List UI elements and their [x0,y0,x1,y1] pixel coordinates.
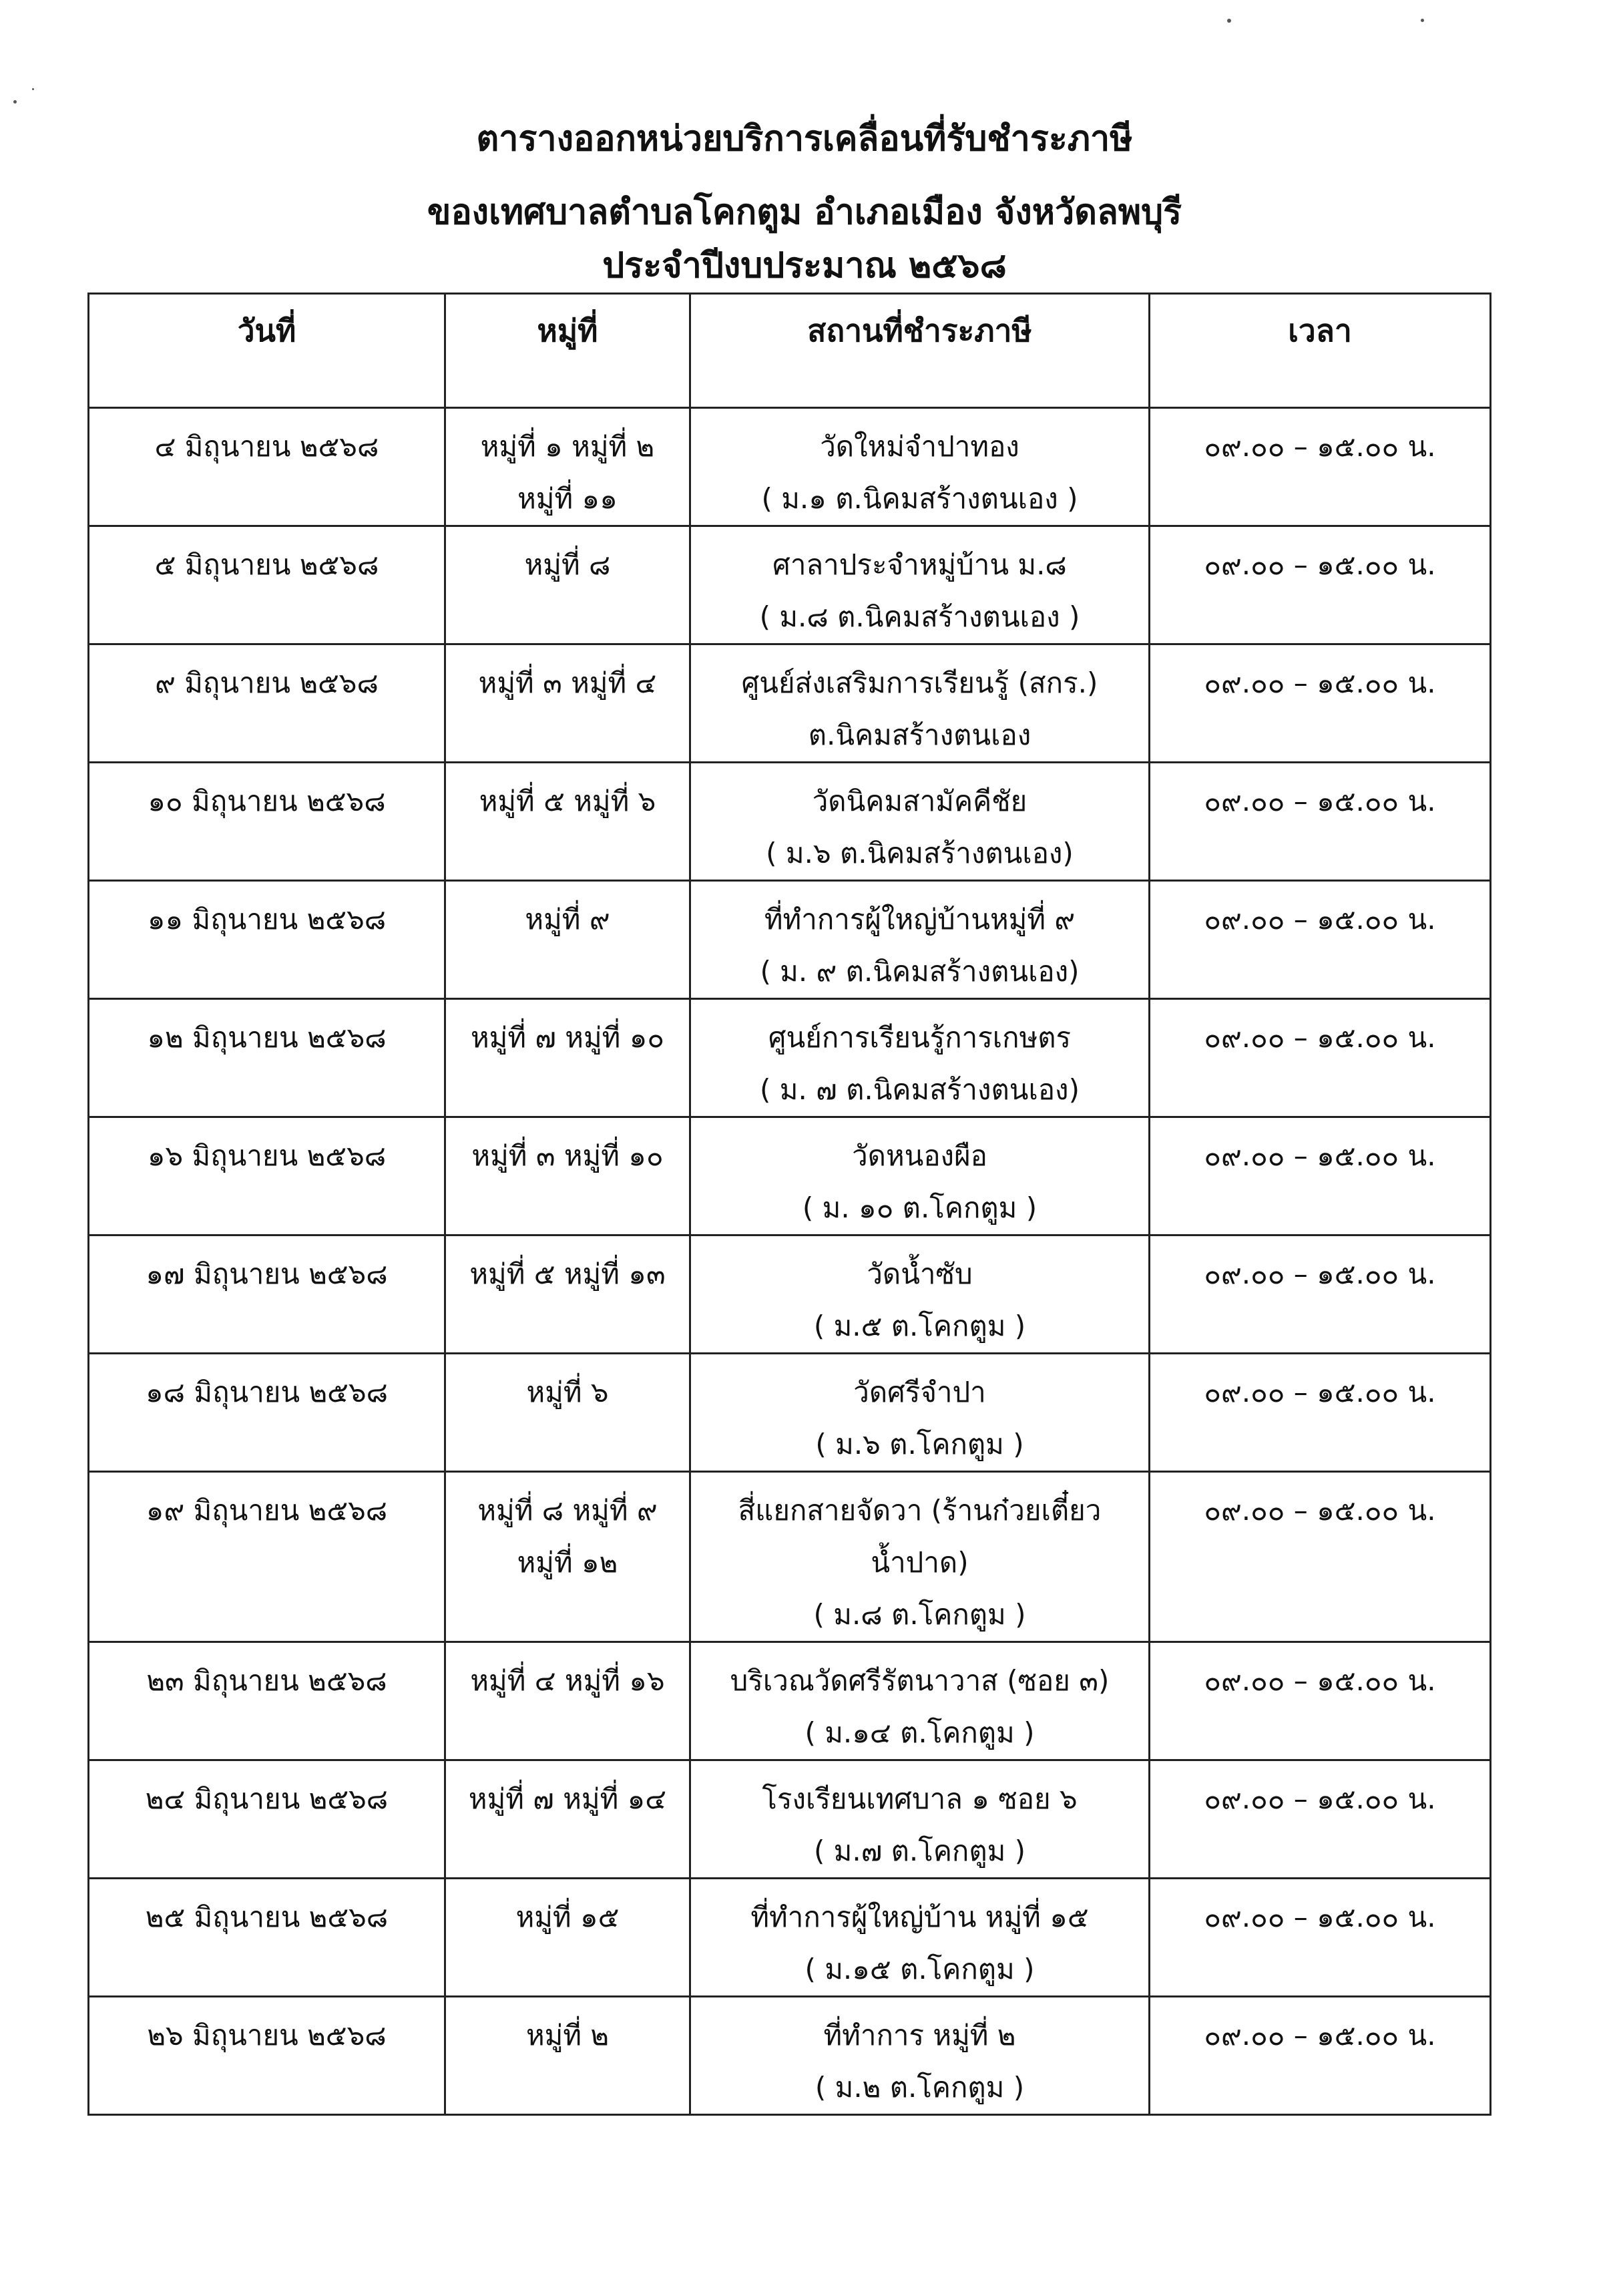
date-cell: ๑๘ มิถุนายน ๒๕๖๘ [89,1354,445,1472]
place-cell [690,1235,1150,1354]
place-cell [690,1760,1150,1879]
village-line: หมู่ที่ ๕ หมู่ที่ ๖ [479,785,656,817]
place-location: ( ม.๒ ต.โคกตูม ) [815,2071,1025,2104]
village-line: หมู่ที่ ๑ หมู่ที่ ๒ [480,430,655,463]
village-cell [445,763,690,881]
village-cell [445,1760,690,1879]
place-location: ต.นิคมสร้างตนเอง [808,719,1031,751]
table-row [89,1117,1491,1235]
place-name: ที่ทำการผู้ใหญ่บ้าน หมู่ที่ ๑๕ [750,1901,1089,1933]
document-subtitle: ของเทศบาลตำบลโคกตูม อำเภอเมือง จังหวัดลพบุรี [427,192,1182,232]
header-time: เวลา [1150,294,1491,408]
place-location: ( ม. ๗ ต.นิคมสร้างตนเอง) [760,1073,1080,1106]
time-cell: ๐๙.๐๐ – ๑๕.๐๐ น. [1150,644,1491,763]
village-line: หมู่ที่ ๘ [524,548,611,581]
place-cell [690,999,1150,1117]
header-place: สถานที่ชำระภาษี [690,294,1150,408]
place-location: ( ม.๕ ต.โคกตูม ) [813,1310,1026,1342]
date-cell: ๔ มิถุนายน ๒๕๖๘ [89,408,445,526]
village-cell [445,1879,690,1997]
place-cell [690,408,1150,526]
table-row [89,526,1491,644]
place-name: ศาลาประจำหมู่บ้าน ม.๘ [772,548,1067,581]
date-cell: ๑๒ มิถุนายน ๒๕๖๘ [89,999,445,1117]
date-cell: ๑๙ มิถุนายน ๒๕๖๘ [89,1472,445,1642]
place-location: ( ม.๖ ต.นิคมสร้างตนเอง) [766,837,1074,870]
village-cell [445,1235,690,1354]
place-name: ที่ทำการผู้ใหญ่บ้านหมู่ที่ ๙ [764,903,1076,936]
table-header-row [89,294,1491,408]
place-name: โรงเรียนเทศบาล ๑ ซอย ๖ [762,1782,1078,1815]
place-cell [690,1472,1150,1642]
place-cell [690,881,1150,999]
document-title: ตารางออกหน่วยบริการเคลื่อนที่รับชำระภาษี [476,119,1133,159]
village-line: หมู่ที่ ๗ หมู่ที่ ๑๐ [470,1021,665,1054]
place-location: ( ม.๗ ต.โคกตูม ) [813,1835,1026,1867]
table-row [89,763,1491,881]
time-cell: ๐๙.๐๐ – ๑๕.๐๐ น. [1150,526,1491,644]
place-cell [690,526,1150,644]
village-cell [445,408,690,526]
time-cell: ๐๙.๐๐ – ๑๕.๐๐ น. [1150,763,1491,881]
time-cell: ๐๙.๐๐ – ๑๕.๐๐ น. [1150,408,1491,526]
header-village: หมู่ที่ [445,294,690,408]
place-cell [690,644,1150,763]
place-cell [690,1879,1150,1997]
village-cell [445,881,690,999]
place-location: ( ม.๑ ต.นิคมสร้างตนเอง ) [761,482,1078,515]
time-cell: ๐๙.๐๐ – ๑๕.๐๐ น. [1150,1472,1491,1642]
village-cell [445,526,690,644]
place-location: ( ม.๘ ต.โคกตูม ) [813,1598,1026,1631]
village-cell [445,1472,690,1642]
place-location: ( ม.๑๕ ต.โคกตูม ) [804,1953,1035,1985]
village-line: หมู่ที่ ๔ หมู่ที่ ๑๖ [470,1664,665,1697]
scan-speck [13,100,17,104]
village-cell [445,999,690,1117]
place-cell [690,763,1150,881]
place-location: ( ม.๘ ต.นิคมสร้างตนเอง ) [759,600,1080,633]
date-cell: ๕ มิถุนายน ๒๕๖๘ [89,526,445,644]
table-row [89,1760,1491,1879]
village-line: หมู่ที่ ๑๑ [517,482,618,515]
village-line: หมู่ที่ ๘ หมู่ที่ ๙ [477,1494,658,1527]
table-row [89,1642,1491,1760]
place-name: วัดน้ำซับ [867,1258,973,1290]
table-row [89,999,1491,1117]
date-cell: ๒๓ มิถุนายน ๒๕๖๘ [89,1642,445,1760]
village-line: หมู่ที่ ๒ [525,2019,610,2052]
village-cell [445,1117,690,1235]
date-cell: ๑๑ มิถุนายน ๒๕๖๘ [89,881,445,999]
date-cell: ๑๖ มิถุนายน ๒๕๖๘ [89,1117,445,1235]
place-name: ศูนย์การเรียนรู้การเกษตร [768,1021,1072,1054]
scan-speck [1421,19,1424,22]
place-name: ที่ทำการ หมู่ที่ ๒ [823,2019,1016,2052]
place-cell [690,1642,1150,1760]
table-row [89,881,1491,999]
table-row [89,408,1491,526]
time-cell: ๐๙.๐๐ – ๑๕.๐๐ น. [1150,1642,1491,1760]
place-cell [690,1354,1150,1472]
village-line: หมู่ที่ ๕ หมู่ที่ ๑๓ [469,1258,666,1290]
header-date: วันที่ [89,294,445,408]
place-location: ( ม. ๑๐ ต.โคกตูม ) [802,1191,1038,1224]
table-row [89,1472,1491,1642]
scan-speck [1227,19,1231,23]
village-line: หมู่ที่ ๗ หมู่ที่ ๑๔ [468,1782,667,1815]
place-cell [690,1117,1150,1235]
date-cell: ๒๕ มิถุนายน ๒๕๖๘ [89,1879,445,1997]
table-row [89,644,1491,763]
scan-speck [32,88,34,90]
village-line: หมู่ที่ ๑๒ [517,1546,618,1579]
village-line: หมู่ที่ ๖ [526,1376,609,1408]
table-row [89,1997,1491,2115]
place-name: ศูนย์ส่งเสริมการเรียนรู้ (สกร.) [741,666,1098,699]
date-cell: ๒๔ มิถุนายน ๒๕๖๘ [89,1760,445,1879]
place-name: วัดศรีจำปา [853,1376,986,1408]
date-cell: ๑๗ มิถุนายน ๒๕๖๘ [89,1235,445,1354]
village-line: หมู่ที่ ๓ หมู่ที่ ๔ [478,666,657,699]
time-cell: ๐๙.๐๐ – ๑๕.๐๐ น. [1150,999,1491,1117]
date-cell: ๑๐ มิถุนายน ๒๕๖๘ [89,763,445,881]
place-name: สี่แยกสายจัดวา (ร้านก๋วยเตี๋ยวน้ำปาด) [738,1494,1102,1579]
table-row [89,1235,1491,1354]
village-line: หมู่ที่ ๙ [525,903,610,936]
time-cell: ๐๙.๐๐ – ๑๕.๐๐ น. [1150,1117,1491,1235]
time-cell: ๐๙.๐๐ – ๑๕.๐๐ น. [1150,1760,1491,1879]
date-cell: ๒๖ มิถุนายน ๒๕๖๘ [89,1997,445,2115]
table-row [89,1354,1491,1472]
place-name: วัดหนองผือ [852,1139,987,1172]
document-fiscal-year: ประจำปีงบประมาณ ๒๕๖๘ [602,246,1007,286]
village-line: หมู่ที่ ๓ หมู่ที่ ๑๐ [471,1139,664,1172]
place-location: ( ม. ๙ ต.นิคมสร้างตนเอง) [760,955,1080,988]
place-cell [690,1997,1150,2115]
village-cell [445,644,690,763]
schedule-table [87,293,1491,2116]
place-name: วัดใหม่จำปาทอง [820,430,1019,463]
village-cell [445,1997,690,2115]
place-name: บริเวณวัดศรีรัตนาวาส (ซอย ๓) [730,1664,1110,1697]
village-line: หมู่ที่ ๑๕ [515,1901,620,1933]
place-name: วัดนิคมสามัคคีชัย [812,785,1027,817]
time-cell: ๐๙.๐๐ – ๑๕.๐๐ น. [1150,881,1491,999]
village-cell [445,1354,690,1472]
date-cell: ๙ มิถุนายน ๒๕๖๘ [89,644,445,763]
time-cell: ๐๙.๐๐ – ๑๕.๐๐ น. [1150,1879,1491,1997]
place-location: ( ม.๑๔ ต.โคกตูม ) [804,1716,1035,1749]
time-cell: ๐๙.๐๐ – ๑๕.๐๐ น. [1150,1997,1491,2115]
table-row [89,1879,1491,1997]
place-location: ( ม.๖ ต.โคกตูม ) [815,1428,1024,1461]
time-cell: ๐๙.๐๐ – ๑๕.๐๐ น. [1150,1354,1491,1472]
time-cell: ๐๙.๐๐ – ๑๕.๐๐ น. [1150,1235,1491,1354]
village-cell [445,1642,690,1760]
